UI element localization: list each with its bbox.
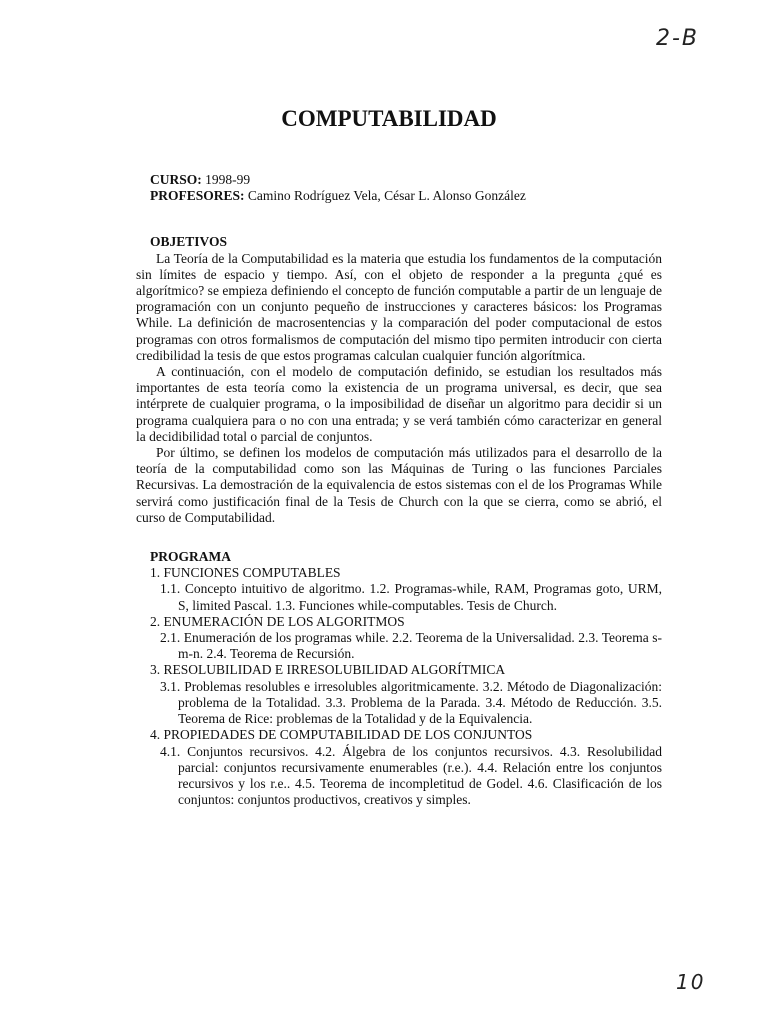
document-body: [136, 172, 662, 808]
programa-item-title: 3. RESOLUBILIDAD E IRRESOLUBILIDAD ALGORÍTMICA: [150, 662, 506, 678]
programa-heading: PROGRAMA: [150, 549, 231, 565]
programa-item-4: [150, 727, 662, 808]
programa-item-detail: 2.1. Enumeración de los programas while. 2.2. Teorema de la Universalidad. 2.3. Teorema s-m-n. 2.4. Teorema de Recursión.: [160, 630, 662, 662]
handwritten-page-number: 10: [676, 970, 706, 994]
programa-item-3: [150, 662, 662, 727]
programa-item-detail: 4.1. Conjuntos recursivos. 4.2. Álgebra de los conjuntos recursivos. 4.3. Resolubilidad parcial: conjuntos recursivamente enumerables (r.e.). 4.4. Relación entre los conjuntos recursivos y los r.e.. 4.5. Teorema de incompletitud de Godel. 4.6. Clasificación de los conjuntos: conjuntos productivos, creativos y simples.: [160, 743, 662, 808]
profesores-label: PROFESORES:: [150, 188, 245, 204]
programa-item-detail: 1.1. Concepto intuitivo de algoritmo. 1.2. Programas-while, RAM, Programas goto, URM, S, limited Pascal. 1.3. Funciones while-computables. Tesis de Church.: [160, 581, 662, 613]
objetivos-paragraph-1: La Teoría de la Computabilidad es la materia que estudia los fundamentos de la computación sin límites de espacio y tiempo. Así, con el objeto de responder a la pregunta ¿qué es algorítmico? se empieza definiendo el concepto de función computable a partir de un lenguaje de programación con un conjunto pequeño de instrucciones y caracteres básicos: los Programas While. La definición de macrosentencias y la comparación del poder computacional de estos programas con otros formalismos de computación del mismo tipo permiten introducir con cierta credibilidad la tesis de que estos programas calculan cualquier función algorítmica.: [136, 250, 662, 363]
programa-item-title: 4. PROPIEDADES DE COMPUTABILIDAD DE LOS CONJUNTOS: [150, 727, 533, 743]
curso-label: CURSO:: [150, 172, 202, 187]
profesores-value: Camino Rodríguez Vela, César L. Alonso González: [247, 188, 526, 204]
objetivos-heading: OBJETIVOS: [150, 234, 228, 250]
programa-item-title: 2. ENUMERACIÓN DE LOS ALGORITMOS: [150, 613, 405, 629]
document-title: COMPUTABILIDAD: [281, 106, 497, 131]
objetivos-paragraph-2: A continuación, con el modelo de computación definido, se estudian los resultados más importantes de esta teoría como la existencia de un programa universal, es decir, que sea intérprete de cualquier programa, o la imposibilidad de diseñar un algoritmo para decidir si un programa cualquiera para o no con una entrada; y se verá también cómo caracterizar en general la decidibilidad total o parcial de conjuntos.: [136, 364, 662, 444]
programa-item-2: [150, 614, 662, 663]
programa-item-detail: 3.1. Problemas resolubles e irresolubles algoritmicamente. 3.2. Método de Diagonalización: problema de la Totalidad. 3.3. Problema de la Parada. 3.4. Método de Reducción. 3.5. Teorema de Rice: problemas de la Totalidad y de la Equivalencia.: [160, 678, 662, 727]
profesores-line: [150, 188, 662, 204]
programa-item-1: [150, 565, 662, 614]
programa-item-title: 1. FUNCIONES COMPUTABLES: [150, 565, 341, 581]
handwritten-corner-note: 2-B: [656, 26, 700, 51]
curso-value: 1998-99: [205, 172, 251, 187]
curso-line: [150, 172, 662, 188]
objetivos-paragraph-3: Por último, se definen los modelos de computación más utilizados para el desarrollo de la teoría de la computabilidad como son las Máquinas de Turing o las funciones Parciales Recursivas. La demostración de la equivalencia de estos sistemas con el de los Programas While servirá como justificación final de la Tesis de Church con la que se cierra, como se abrió, el curso de Computabilidad.: [136, 445, 662, 525]
course-meta: [150, 172, 662, 204]
